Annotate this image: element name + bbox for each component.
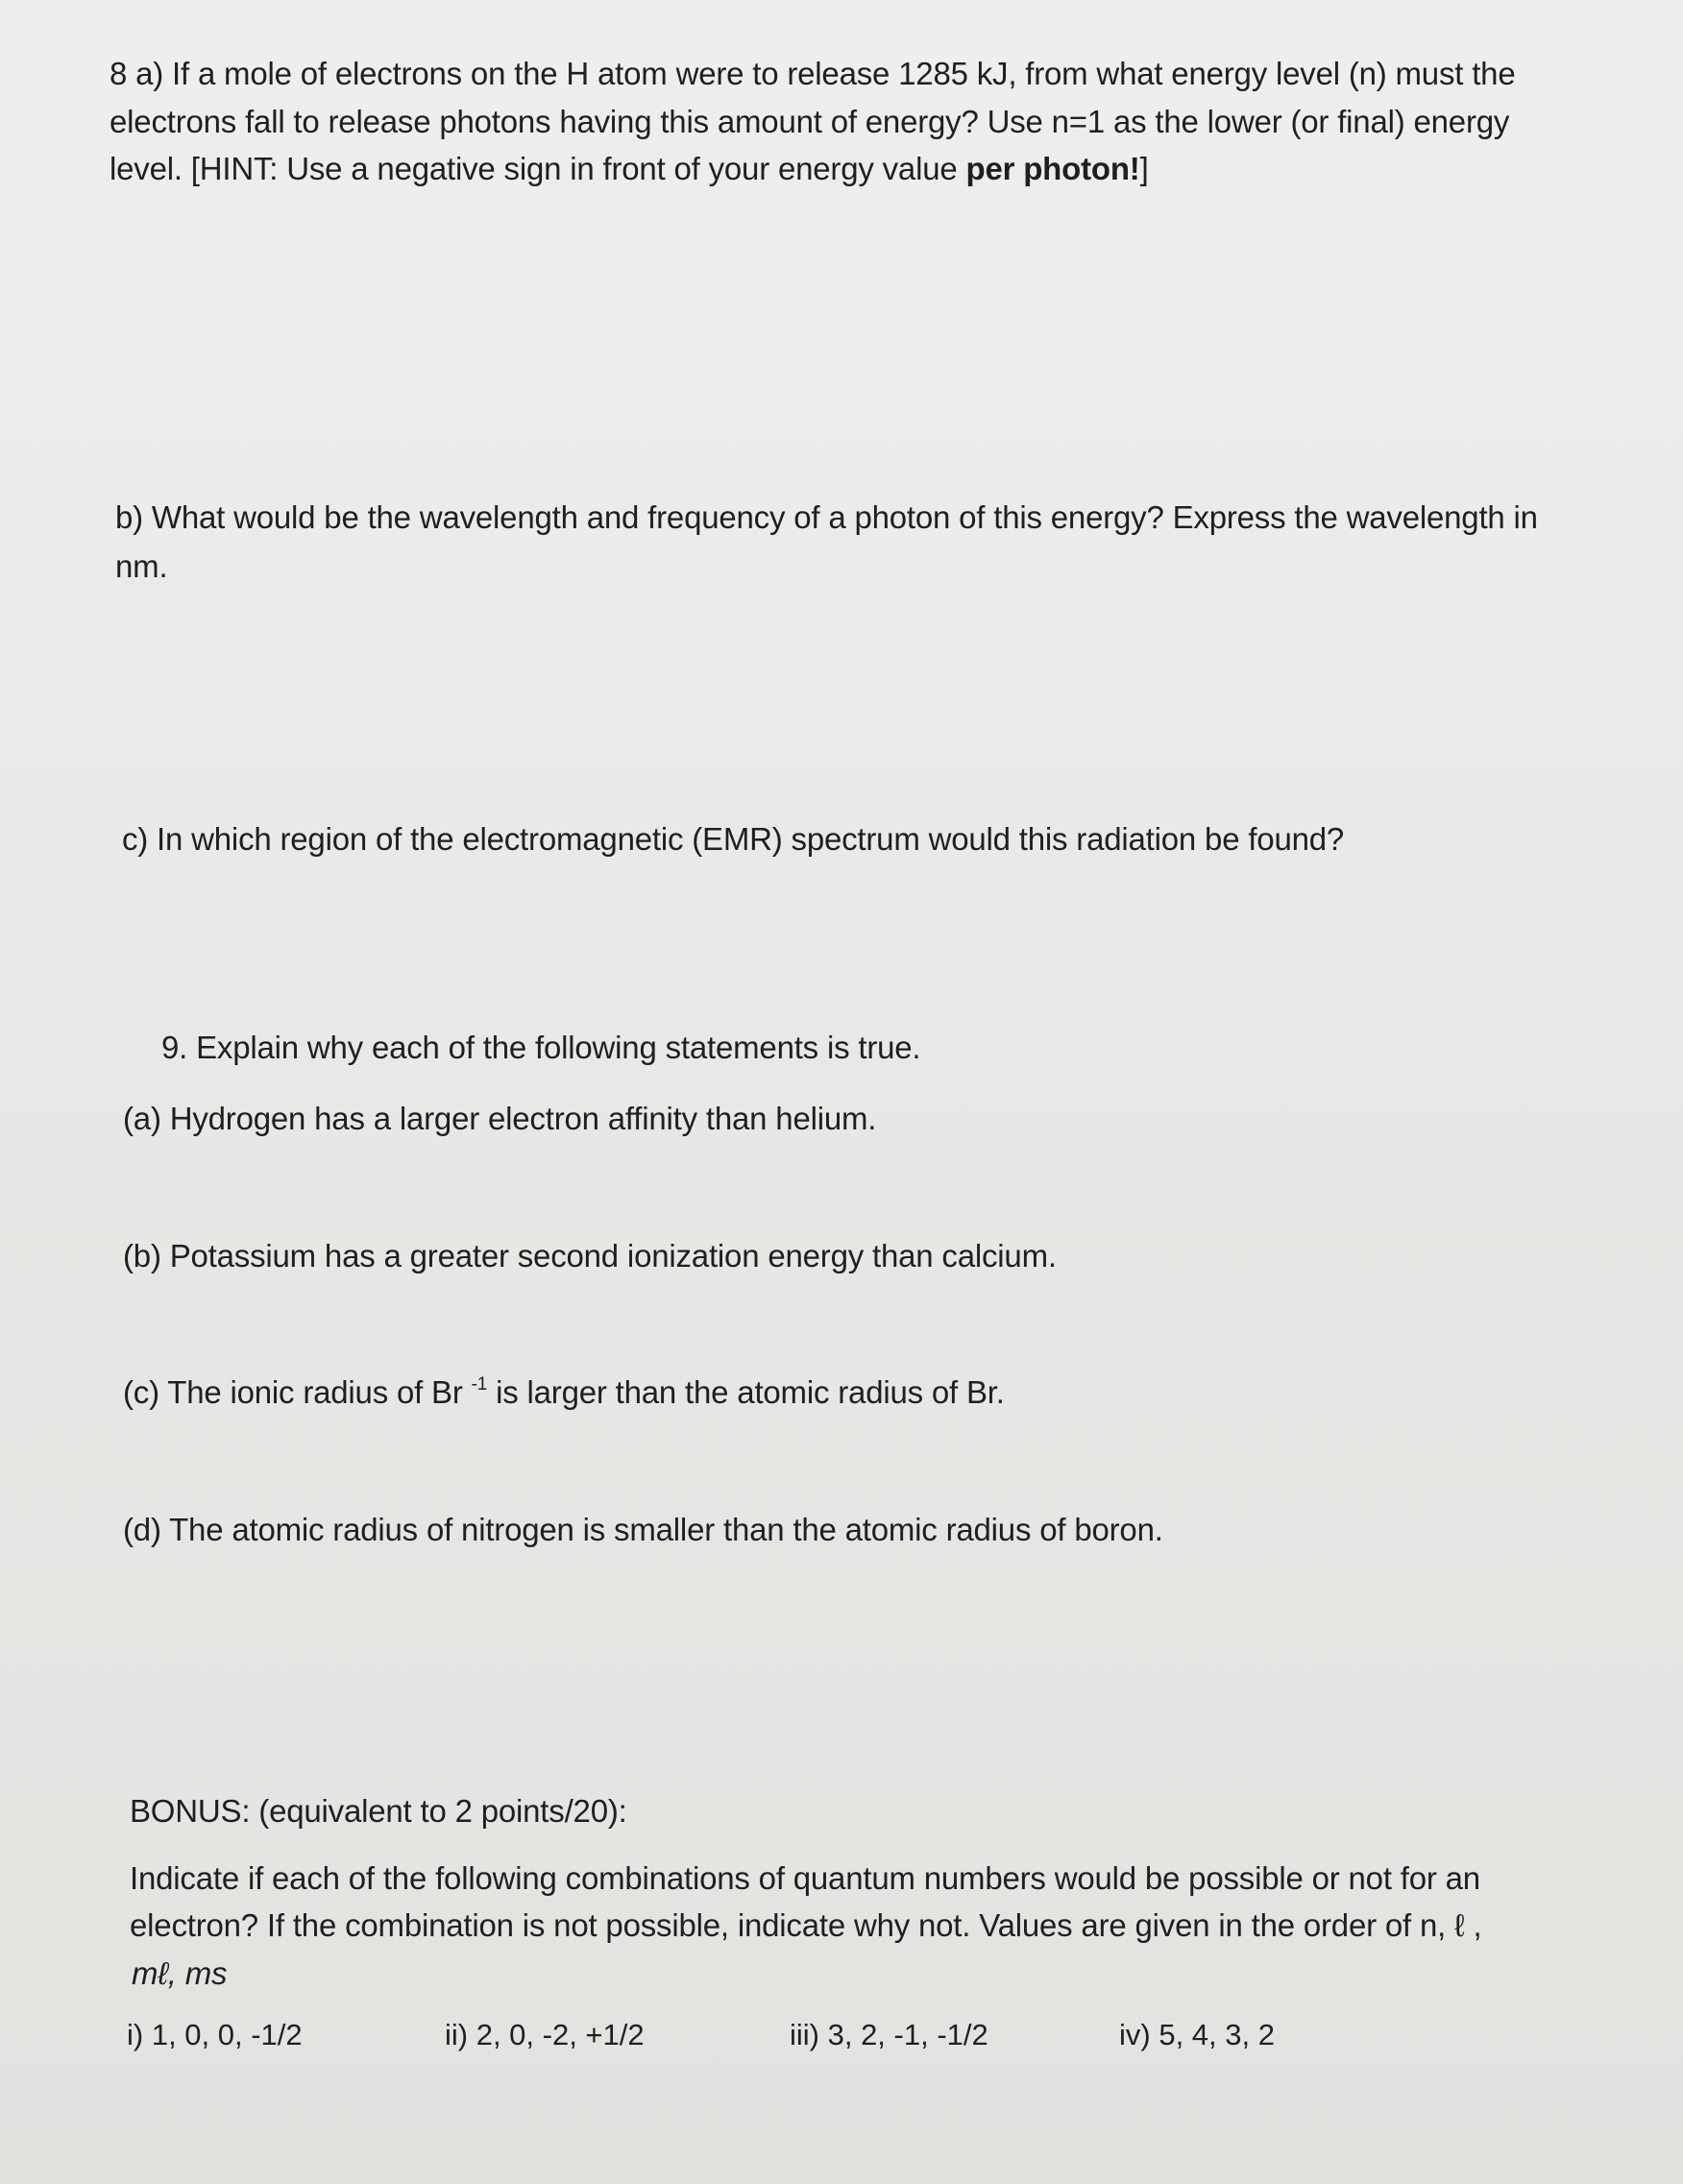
q8b-line-1: b) What would be the wavelength and frequency of a photon of this energy? Express the wavelength in [115, 499, 1538, 535]
bonus-option-iv: iv) 5, 4, 3, 2 [1119, 2018, 1275, 2051]
q9a-statement: (a) Hydrogen has a larger electron affinity than helium. [123, 1101, 877, 1136]
q9c-text-end: is larger than the atomic radius of Br. [487, 1374, 1005, 1410]
q8a-hint-text: level. [HINT: Use a negative sign in front of your energy value [110, 151, 966, 186]
q8a-hint-close: ] [1139, 151, 1149, 186]
bonus-option-iii: iii) 3, 2, -1, -1/2 [790, 2018, 988, 2051]
bonus-option-ii: ii) 2, 0, -2, +1/2 [445, 2018, 645, 2051]
q9d-statement: (d) The atomic radius of nitrogen is smaller than the atomic radius of boron. [123, 1512, 1163, 1547]
q9-title: 9. Explain why each of the following statements is true. [161, 1030, 921, 1065]
q8a-line-2: electrons fall to release photons having this amount of energy? Use n=1 as the lower (or final) energy [110, 104, 1510, 139]
q9c-text-start: (c) The ionic radius of Br [123, 1374, 472, 1410]
q8b-line-2: nm. [115, 548, 168, 584]
q8a-hint-bold: per photon! [965, 151, 1140, 186]
bonus-option-i: i) 1, 0, 0, -1/2 [127, 2018, 303, 2051]
q8c-question: c) In which region of the electromagnetic (EMR) spectrum would this radiation be found? [122, 821, 1345, 857]
q9b-statement: (b) Potassium has a greater second ionization energy than calcium. [123, 1238, 1057, 1274]
q8a-line-1: 8 a) If a mole of electrons on the H atom were to release 1285 kJ, from what energy level (n) must the [110, 56, 1516, 91]
bonus-line-2: electron? If the combination is not possible, indicate why not. Values are given in the order of n, ℓ , [130, 1907, 1482, 1943]
q9c-statement [123, 1369, 1005, 1416]
q8a-line-3 [110, 145, 1149, 192]
q9c-charge: -1 [471, 1374, 488, 1395]
bonus-title: BONUS: (equivalent to 2 points/20): [130, 1793, 627, 1829]
bonus-line-3: mℓ, ms [132, 1955, 228, 1991]
bonus-line-1: Indicate if each of the following combinations of quantum numbers would be possible or not for an [130, 1860, 1480, 1896]
